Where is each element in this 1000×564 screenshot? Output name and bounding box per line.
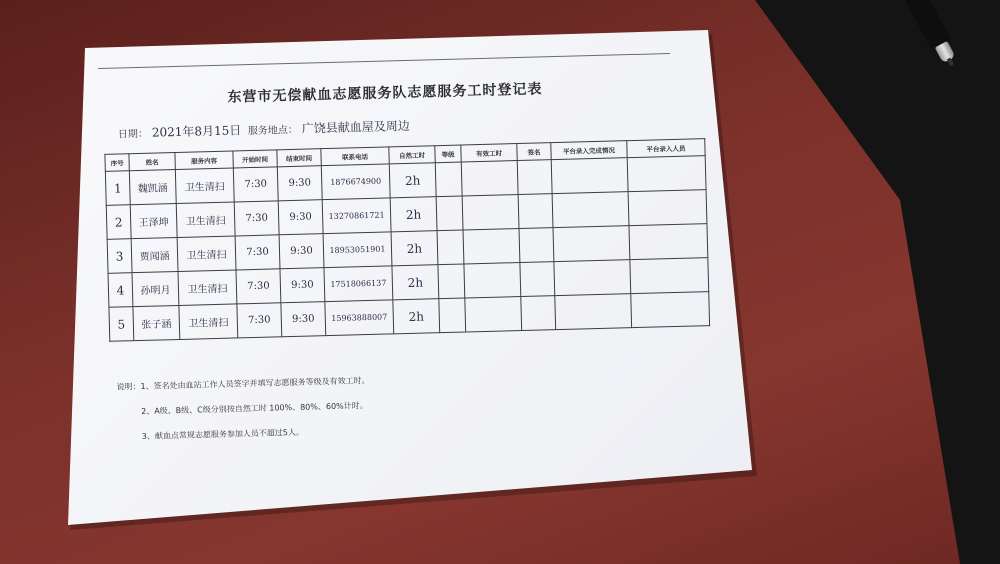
table-cell xyxy=(554,260,631,296)
table-cell: 18953051901 xyxy=(323,232,392,268)
header-cell: 平台录入人员 xyxy=(627,139,705,158)
table-cell xyxy=(439,298,466,333)
table-cell xyxy=(462,195,519,230)
place-label: 服务地点： xyxy=(247,124,299,138)
table-cell: 9:30 xyxy=(279,234,324,269)
table-cell xyxy=(436,196,463,231)
table-cell xyxy=(552,192,629,228)
note-line: 2、A级、B级、C级分别按自然工时 100%、80%、60%计时。 xyxy=(141,401,368,416)
table-cell xyxy=(628,190,707,226)
table-cell: 13270861721 xyxy=(322,198,391,234)
header-cell: 签名 xyxy=(517,143,551,161)
table-cell: 王泽坤 xyxy=(130,204,177,239)
table-cell xyxy=(461,161,518,196)
table-cell: 3 xyxy=(107,239,132,274)
table-cell: 17518066137 xyxy=(324,266,393,302)
table-cell xyxy=(464,263,521,298)
table-cell: 7:30 xyxy=(234,201,279,236)
hours-table xyxy=(104,138,710,342)
table-cell: 15963888007 xyxy=(325,300,394,336)
header-cell: 服务内容 xyxy=(175,151,233,170)
table-cell: 魏凯涵 xyxy=(129,170,176,205)
table-cell: 2h xyxy=(389,163,436,198)
table-cell: 2 xyxy=(106,205,131,240)
date-value: 2021年8月15日 xyxy=(151,123,242,140)
table-cell xyxy=(438,264,465,299)
table-cell: 卫生清扫 xyxy=(179,304,238,340)
table-cell xyxy=(555,294,632,330)
place-field xyxy=(248,117,410,138)
table-cell: 7:30 xyxy=(237,303,282,338)
table-cell: 贾闻涵 xyxy=(131,237,178,272)
table-cell: 卫生清扫 xyxy=(176,202,235,238)
header-cell: 等级 xyxy=(435,145,461,163)
form-title: 东营市无偿献血志愿服务队志愿服务工时登记表 xyxy=(227,81,543,106)
table-cell: 卫生清扫 xyxy=(177,236,236,272)
table-cell: 9:30 xyxy=(278,200,323,235)
header-cell: 有效工时 xyxy=(461,144,517,162)
table-cell xyxy=(630,258,709,294)
table-cell: 2h xyxy=(393,299,440,334)
table-cell: 2h xyxy=(392,265,439,300)
table-cell xyxy=(465,297,522,332)
table-cell: 2h xyxy=(390,197,437,232)
table-cell xyxy=(463,229,520,264)
table-cell: 9:30 xyxy=(277,166,322,201)
table-cell: 孙明月 xyxy=(132,271,179,306)
table-cell: 4 xyxy=(108,273,133,308)
header-cell: 平台录入完成情况 xyxy=(551,141,627,160)
table-cell: 9:30 xyxy=(281,302,326,337)
note-line: 3、献血点常规志愿服务参加人员不超过5人。 xyxy=(141,427,305,441)
table-cell: 1876674900 xyxy=(321,164,390,200)
table-cell: 卫生清扫 xyxy=(178,270,237,306)
table-cell xyxy=(627,156,706,192)
notes-block xyxy=(116,375,371,457)
table-cell xyxy=(551,158,628,194)
header-cell: 开始时间 xyxy=(233,150,277,168)
table-cell: 张子涵 xyxy=(133,305,180,340)
table-cell: 9:30 xyxy=(280,268,325,303)
note-line: 说明：1、签名处由血站工作人员签字并填写志愿服务等级及有效工时。 xyxy=(116,376,370,392)
header-cell: 序号 xyxy=(105,154,129,172)
table-cell: 5 xyxy=(109,307,134,342)
table-cell xyxy=(553,226,630,262)
table-cell xyxy=(629,224,708,260)
table-cell xyxy=(517,160,552,195)
header-cell: 联系电话 xyxy=(321,147,389,166)
table-cell xyxy=(631,292,710,328)
date-field xyxy=(118,121,242,141)
table-cell: 1 xyxy=(105,171,130,206)
table-cell xyxy=(435,162,462,197)
header-cell: 姓名 xyxy=(129,153,175,171)
table-cell xyxy=(520,262,555,297)
table-cell xyxy=(518,194,553,229)
place-value: 广饶县献血屋及周边 xyxy=(301,118,410,136)
date-label: 日期： xyxy=(117,128,149,141)
registration-form xyxy=(98,46,708,462)
header-cell: 结束时间 xyxy=(277,149,321,167)
table-cell xyxy=(521,296,556,331)
table-cell xyxy=(519,228,554,263)
table-cell xyxy=(437,230,464,265)
table-cell: 2h xyxy=(391,231,438,266)
table-cell: 7:30 xyxy=(233,167,278,202)
table-cell: 7:30 xyxy=(235,235,280,270)
table-cell: 7:30 xyxy=(236,269,281,304)
header-cell: 自然工时 xyxy=(389,146,435,164)
table-cell: 卫生清扫 xyxy=(175,168,234,204)
